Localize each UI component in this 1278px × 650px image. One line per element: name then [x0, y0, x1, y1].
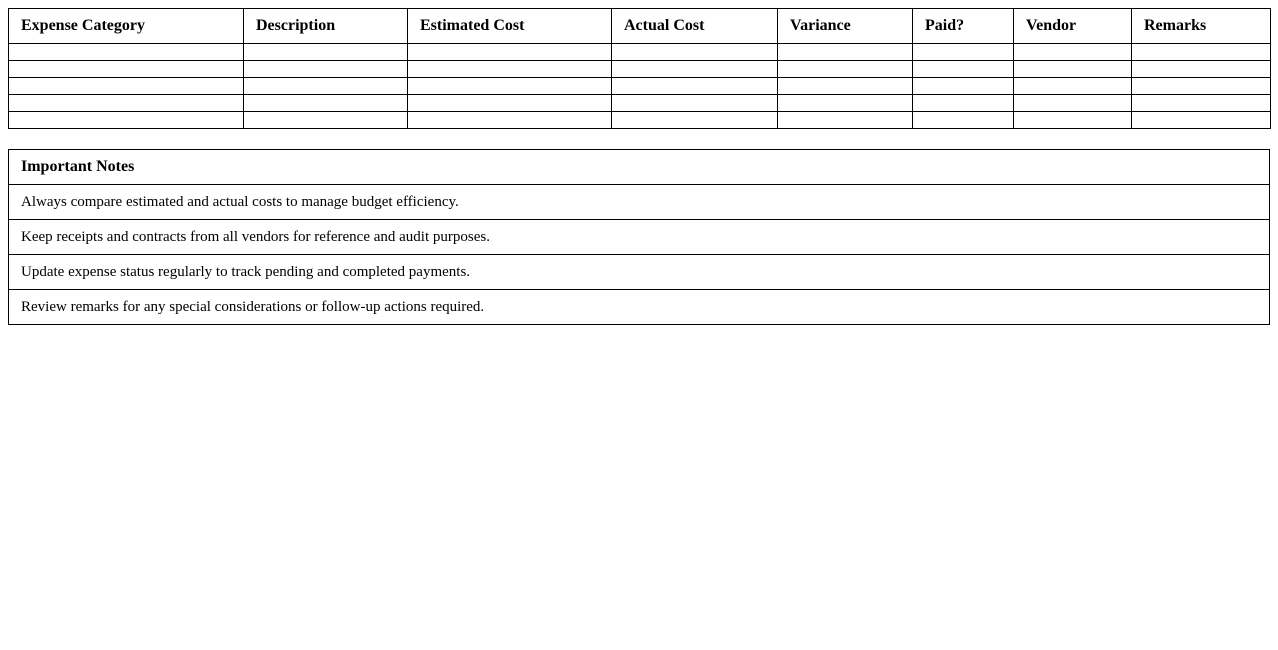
expense-category-cell[interactable]: [9, 61, 244, 78]
note-item: Review remarks for any special considerations or follow-up actions required.: [9, 290, 1270, 325]
expense-category-cell[interactable]: [9, 44, 244, 61]
header-expense-category: Expense Category: [9, 9, 244, 44]
variance-cell[interactable]: [778, 95, 913, 112]
header-remarks: Remarks: [1132, 9, 1271, 44]
actual-cost-cell[interactable]: [612, 44, 778, 61]
paid-cell[interactable]: [913, 112, 1014, 129]
description-cell[interactable]: [244, 61, 408, 78]
notes-table: [8, 149, 1270, 325]
expense-category-cell[interactable]: [9, 95, 244, 112]
note-row: [9, 220, 1270, 255]
expense-category-cell[interactable]: [9, 78, 244, 95]
variance-cell[interactable]: [778, 112, 913, 129]
paid-cell[interactable]: [913, 44, 1014, 61]
description-cell[interactable]: [244, 78, 408, 95]
remarks-cell[interactable]: [1132, 78, 1271, 95]
notes-header-row: [9, 150, 1270, 185]
estimated-cost-cell[interactable]: [408, 61, 612, 78]
actual-cost-cell[interactable]: [612, 61, 778, 78]
header-variance: Variance: [778, 9, 913, 44]
description-cell[interactable]: [244, 112, 408, 129]
expense-table-body: [9, 44, 1271, 129]
note-row: [9, 290, 1270, 325]
notes-title: Important Notes: [9, 150, 1270, 185]
header-vendor: Vendor: [1014, 9, 1132, 44]
table-row: [9, 95, 1271, 112]
paid-cell[interactable]: [913, 61, 1014, 78]
table-row: [9, 44, 1271, 61]
page-content: [8, 8, 1270, 325]
estimated-cost-cell[interactable]: [408, 78, 612, 95]
table-row: [9, 61, 1271, 78]
actual-cost-cell[interactable]: [612, 112, 778, 129]
vendor-cell[interactable]: [1014, 95, 1132, 112]
table-row: [9, 112, 1271, 129]
actual-cost-cell[interactable]: [612, 78, 778, 95]
variance-cell[interactable]: [778, 61, 913, 78]
header-actual-cost: Actual Cost: [612, 9, 778, 44]
estimated-cost-cell[interactable]: [408, 44, 612, 61]
paid-cell[interactable]: [913, 78, 1014, 95]
expense-table-header-row: [9, 9, 1271, 44]
header-description: Description: [244, 9, 408, 44]
table-row: [9, 78, 1271, 95]
vendor-cell[interactable]: [1014, 44, 1132, 61]
remarks-cell[interactable]: [1132, 112, 1271, 129]
note-item: Update expense status regularly to track pending and completed payments.: [9, 255, 1270, 290]
header-paid: Paid?: [913, 9, 1014, 44]
note-row: [9, 255, 1270, 290]
estimated-cost-cell[interactable]: [408, 95, 612, 112]
description-cell[interactable]: [244, 95, 408, 112]
expense-category-cell[interactable]: [9, 112, 244, 129]
note-item: Keep receipts and contracts from all vendors for reference and audit purposes.: [9, 220, 1270, 255]
description-cell[interactable]: [244, 44, 408, 61]
remarks-cell[interactable]: [1132, 61, 1271, 78]
header-estimated-cost: Estimated Cost: [408, 9, 612, 44]
note-row: [9, 185, 1270, 220]
variance-cell[interactable]: [778, 44, 913, 61]
paid-cell[interactable]: [913, 95, 1014, 112]
vendor-cell[interactable]: [1014, 61, 1132, 78]
estimated-cost-cell[interactable]: [408, 112, 612, 129]
expense-table: [8, 8, 1271, 129]
remarks-cell[interactable]: [1132, 95, 1271, 112]
note-item: Always compare estimated and actual costs to manage budget efficiency.: [9, 185, 1270, 220]
remarks-cell[interactable]: [1132, 44, 1271, 61]
vendor-cell[interactable]: [1014, 78, 1132, 95]
actual-cost-cell[interactable]: [612, 95, 778, 112]
variance-cell[interactable]: [778, 78, 913, 95]
vendor-cell[interactable]: [1014, 112, 1132, 129]
